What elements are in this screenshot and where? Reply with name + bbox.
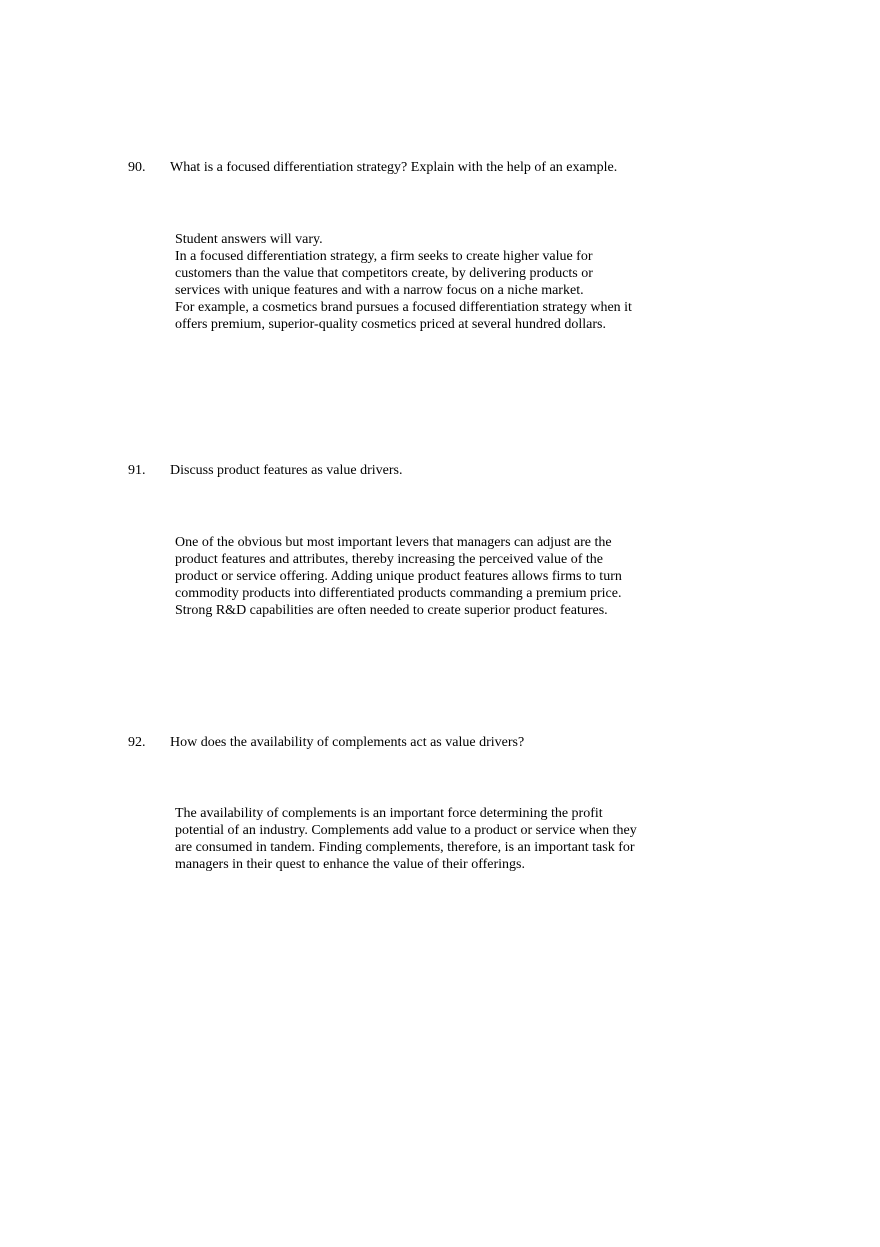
answer-line: Strong R&D capabilities are often needed to create superior product features. — [175, 603, 608, 618]
answer-90 — [175, 231, 735, 333]
answer-line: product features and attributes, thereby increasing the perceived value of the — [175, 552, 603, 567]
question-text: What is a focused differentiation strategy? Explain with the help of an example. — [170, 160, 618, 175]
answer-line: offers premium, superior-quality cosmetics priced at several hundred dollars. — [175, 317, 606, 332]
answer-line: commodity products into differentiated products commanding a premium price. — [175, 586, 622, 601]
answer-line: In a focused differentiation strategy, a firm seeks to create higher value for — [175, 249, 593, 264]
answer-line: For example, a cosmetics brand pursues a focused differentiation strategy when it — [175, 300, 632, 315]
question-text: How does the availability of complements act as value drivers? — [170, 735, 525, 750]
answer-line: product or service offering. Adding unique product features allows firms to turn — [175, 569, 622, 584]
question-number: 92. — [128, 735, 146, 750]
answer-line: Student answers will vary. — [175, 232, 323, 247]
answer-91 — [175, 534, 735, 619]
answer-line: are consumed in tandem. Finding complements, therefore, is an important task for — [175, 840, 635, 855]
answer-line: potential of an industry. Complements add value to a product or service when they — [175, 823, 637, 838]
answer-line: services with unique features and with a narrow focus on a niche market. — [175, 283, 584, 298]
answer-line: managers in their quest to enhance the value of their offerings. — [175, 857, 526, 872]
question-number: 91. — [128, 463, 146, 478]
question-number: 90. — [128, 160, 146, 175]
answer-line: The availability of complements is an important force determining the profit — [175, 806, 603, 821]
answer-line: customers than the value that competitors create, by delivering products or — [175, 266, 593, 281]
answer-line: One of the obvious but most important levers that managers can adjust are the — [175, 535, 612, 550]
answer-92 — [175, 805, 735, 873]
question-text: Discuss product features as value drivers. — [170, 463, 403, 478]
